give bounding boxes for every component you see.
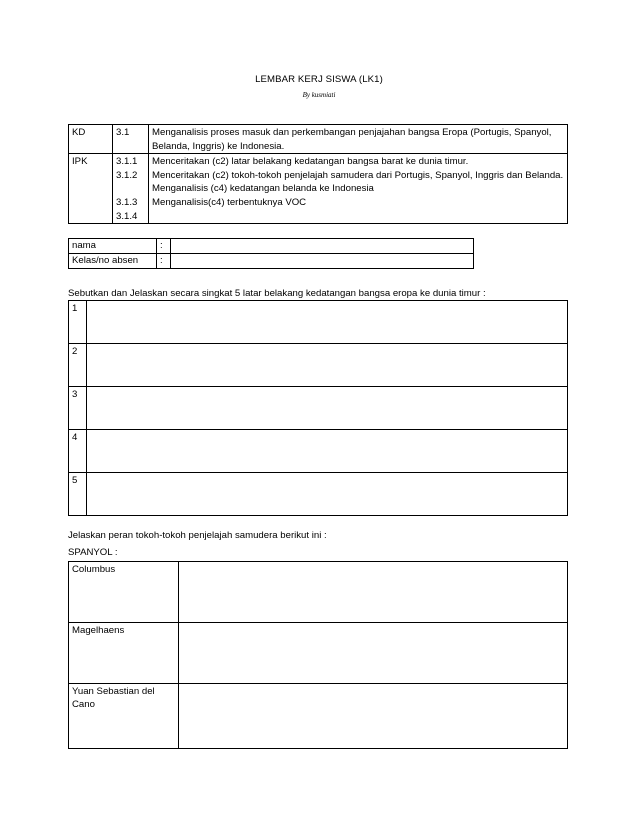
ipk-code: 3.1.3 — [116, 196, 138, 208]
ipk-codes — [113, 154, 149, 224]
answer-cell[interactable] — [87, 430, 568, 473]
page-title: LEMBAR KERJ SISWA (LK1) — [255, 74, 383, 85]
explorer-row — [69, 623, 568, 684]
answer-cell[interactable] — [87, 301, 568, 344]
kd-text: Menganalisis proses masuk dan perkembangan penjajahan bangsa Eropa (Portugis, Spanyol, Belanda, Inggris) ke Indonesia. — [149, 125, 568, 154]
explorer-name: Columbus — [69, 562, 179, 623]
answer-number: 4 — [69, 430, 87, 473]
ipk-row — [69, 154, 568, 224]
explorer-answer-cell[interactable] — [179, 684, 568, 749]
answer-number: 2 — [69, 344, 87, 387]
ipk-code: 3.1.4 — [116, 210, 138, 222]
explorer-name: Yuan Sebastian del Cano — [69, 684, 179, 749]
explorer-name: Magelhaens — [69, 623, 179, 684]
name-colon: : — [157, 239, 171, 254]
answer-number: 5 — [69, 473, 87, 516]
ipk-code: 3.1.1 — [116, 156, 138, 168]
answer-number: 1 — [69, 301, 87, 344]
answer-row — [69, 387, 568, 430]
kd-label: KD — [69, 125, 113, 154]
ipk-texts — [149, 154, 568, 224]
kd-code: 3.1 — [113, 125, 149, 154]
ipk-code: 3.1.2 — [116, 169, 138, 181]
ipk-text: Menceritakan (c2) latar belakang kedatangan bangsa barat ke dunia timur. — [152, 156, 469, 168]
answer-row — [69, 301, 568, 344]
answer-cell[interactable] — [87, 344, 568, 387]
class-field[interactable] — [171, 254, 474, 269]
answer-number: 3 — [69, 387, 87, 430]
class-row — [69, 254, 474, 269]
kd-row — [69, 125, 568, 154]
author-line: By kusmiati — [302, 91, 336, 99]
explorer-row — [69, 562, 568, 623]
name-row — [69, 239, 474, 254]
identity-table — [68, 238, 474, 269]
explorer-answer-cell[interactable] — [179, 623, 568, 684]
answer-row — [69, 430, 568, 473]
answer-row — [69, 473, 568, 516]
ipk-text: Menceritakan (c2) tokoh-tokoh penjelajah samudera dari Portugis, Spanyol, Inggris dan Belanda. — [152, 169, 564, 181]
class-colon: : — [157, 254, 171, 269]
name-field[interactable] — [171, 239, 474, 254]
ipk-label: IPK — [69, 154, 113, 224]
explorer-table — [68, 561, 568, 749]
ipk-text: Menganalisis(c4) terbentuknya VOC — [152, 196, 307, 208]
class-label: Kelas/no absen — [69, 254, 157, 269]
explorer-row — [69, 684, 568, 749]
name-label: nama — [69, 239, 157, 254]
question-2-text: Jelaskan peran tokoh-tokoh penjelajah samudera berikut ini : — [68, 530, 327, 541]
answer-cell[interactable] — [87, 387, 568, 430]
kd-ipk-table — [68, 124, 568, 224]
explorer-answer-cell[interactable] — [179, 562, 568, 623]
answer-cell[interactable] — [87, 473, 568, 516]
answer-table — [68, 300, 568, 516]
ipk-code-spacer — [116, 182, 145, 196]
question-2-group: SPANYOL : — [68, 547, 118, 558]
ipk-text: Menganalisis (c4) kedatangan belanda ke Indonesia — [152, 183, 374, 195]
answer-row — [69, 344, 568, 387]
question-1-text: Sebutkan dan Jelaskan secara singkat 5 latar belakang kedatangan bangsa eropa ke dunia timur : — [68, 288, 486, 299]
